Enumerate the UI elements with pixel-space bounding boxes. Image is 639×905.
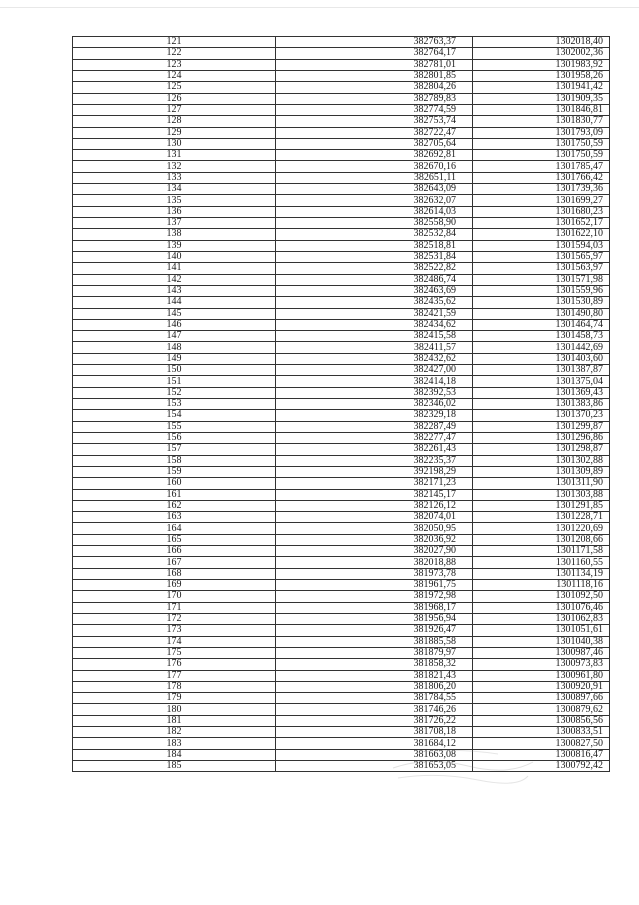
table-row	[73, 500, 610, 511]
y-coordinate-cell: 1301565,97	[473, 251, 610, 262]
x-coordinate-cell: 381926,47	[276, 625, 473, 636]
point-number-cell: 166	[73, 546, 276, 557]
y-coordinate-cell: 1301298,87	[473, 444, 610, 455]
table-row	[73, 240, 610, 251]
y-coordinate-cell: 1300897,66	[473, 693, 610, 704]
y-coordinate-cell: 1301442,69	[473, 342, 610, 353]
point-number-cell: 150	[73, 365, 276, 376]
table-row	[73, 376, 610, 387]
table-row	[73, 308, 610, 319]
y-coordinate-cell: 1302002,36	[473, 48, 610, 59]
point-number-cell: 138	[73, 229, 276, 240]
coordinates-table	[72, 36, 610, 772]
y-coordinate-cell: 1300827,50	[473, 738, 610, 749]
table-row	[73, 251, 610, 262]
table-row	[73, 534, 610, 545]
point-number-cell: 152	[73, 387, 276, 398]
y-coordinate-cell: 1301458,73	[473, 331, 610, 342]
y-coordinate-cell: 1301750,59	[473, 150, 610, 161]
y-coordinate-cell: 1301062,83	[473, 613, 610, 624]
point-number-cell: 158	[73, 455, 276, 466]
table-row	[73, 353, 610, 364]
x-coordinate-cell: 382050,95	[276, 523, 473, 534]
point-number-cell: 147	[73, 331, 276, 342]
point-number-cell: 146	[73, 319, 276, 330]
table-row	[73, 48, 610, 59]
x-coordinate-cell: 382346,02	[276, 399, 473, 410]
y-coordinate-cell: 1300792,42	[473, 761, 610, 772]
table-row	[73, 319, 610, 330]
table-row	[73, 297, 610, 308]
table-row	[73, 138, 610, 149]
point-number-cell: 172	[73, 613, 276, 624]
y-coordinate-cell: 1301228,71	[473, 512, 610, 523]
table-row	[73, 613, 610, 624]
y-coordinate-cell: 1300833,51	[473, 727, 610, 738]
table-row	[73, 704, 610, 715]
table-row	[73, 410, 610, 421]
table-row	[73, 365, 610, 376]
table-row	[73, 580, 610, 591]
point-number-cell: 180	[73, 704, 276, 715]
x-coordinate-cell: 382392,53	[276, 387, 473, 398]
y-coordinate-cell: 1301383,86	[473, 399, 610, 410]
point-number-cell: 169	[73, 580, 276, 591]
x-coordinate-cell: 382261,43	[276, 444, 473, 455]
table-row	[73, 715, 610, 726]
table-row	[73, 591, 610, 602]
x-coordinate-cell: 382329,18	[276, 410, 473, 421]
point-number-cell: 173	[73, 625, 276, 636]
y-coordinate-cell: 1301220,69	[473, 523, 610, 534]
point-number-cell: 183	[73, 738, 276, 749]
y-coordinate-cell: 1301464,74	[473, 319, 610, 330]
y-coordinate-cell: 1302018,40	[473, 37, 610, 48]
table-row	[73, 432, 610, 443]
y-coordinate-cell: 1301160,55	[473, 557, 610, 568]
x-coordinate-cell: 381684,12	[276, 738, 473, 749]
x-coordinate-cell: 382614,03	[276, 206, 473, 217]
x-coordinate-cell: 382532,84	[276, 229, 473, 240]
x-coordinate-cell: 382171,23	[276, 478, 473, 489]
x-coordinate-cell: 382427,00	[276, 365, 473, 376]
point-number-cell: 139	[73, 240, 276, 251]
point-number-cell: 182	[73, 727, 276, 738]
x-coordinate-cell: 382781,01	[276, 59, 473, 70]
x-coordinate-cell: 382287,49	[276, 421, 473, 432]
y-coordinate-cell: 1301563,97	[473, 263, 610, 274]
y-coordinate-cell: 1301369,43	[473, 387, 610, 398]
point-number-cell: 149	[73, 353, 276, 364]
table-row	[73, 681, 610, 692]
x-coordinate-cell: 382643,09	[276, 184, 473, 195]
point-number-cell: 181	[73, 715, 276, 726]
x-coordinate-cell: 382774,59	[276, 104, 473, 115]
point-number-cell: 168	[73, 568, 276, 579]
table-row	[73, 523, 610, 534]
point-number-cell: 156	[73, 432, 276, 443]
point-number-cell: 170	[73, 591, 276, 602]
x-coordinate-cell: 381961,75	[276, 580, 473, 591]
x-coordinate-cell: 382074,01	[276, 512, 473, 523]
scan-edge-line	[0, 7, 639, 8]
point-number-cell: 160	[73, 478, 276, 489]
table-row	[73, 37, 610, 48]
point-number-cell: 163	[73, 512, 276, 523]
table-row	[73, 466, 610, 477]
point-number-cell: 161	[73, 489, 276, 500]
point-number-cell: 141	[73, 263, 276, 274]
point-number-cell: 179	[73, 693, 276, 704]
x-coordinate-cell: 381968,17	[276, 602, 473, 613]
point-number-cell: 176	[73, 659, 276, 670]
x-coordinate-cell: 381663,08	[276, 749, 473, 760]
y-coordinate-cell: 1301739,36	[473, 184, 610, 195]
y-coordinate-cell: 1301040,38	[473, 636, 610, 647]
point-number-cell: 122	[73, 48, 276, 59]
y-coordinate-cell: 1301793,09	[473, 127, 610, 138]
y-coordinate-cell: 1301846,81	[473, 104, 610, 115]
x-coordinate-cell: 381858,32	[276, 659, 473, 670]
table-row	[73, 127, 610, 138]
y-coordinate-cell: 1300920,91	[473, 681, 610, 692]
y-coordinate-cell: 1301118,16	[473, 580, 610, 591]
y-coordinate-cell: 1301766,42	[473, 172, 610, 183]
table-row	[73, 602, 610, 613]
y-coordinate-cell: 1301051,61	[473, 625, 610, 636]
x-coordinate-cell: 382753,74	[276, 116, 473, 127]
table-row	[73, 670, 610, 681]
table-row	[73, 116, 610, 127]
table-row	[73, 285, 610, 296]
point-number-cell: 125	[73, 82, 276, 93]
table-row	[73, 331, 610, 342]
table-row	[73, 647, 610, 658]
table-row	[73, 421, 610, 432]
point-number-cell: 157	[73, 444, 276, 455]
point-number-cell: 128	[73, 116, 276, 127]
x-coordinate-cell: 382801,85	[276, 70, 473, 81]
y-coordinate-cell: 1301785,47	[473, 161, 610, 172]
y-coordinate-cell: 1301092,50	[473, 591, 610, 602]
table-row	[73, 557, 610, 568]
y-coordinate-cell: 1301171,58	[473, 546, 610, 557]
y-coordinate-cell: 1301622,10	[473, 229, 610, 240]
x-coordinate-cell: 382670,16	[276, 161, 473, 172]
y-coordinate-cell: 1301830,77	[473, 116, 610, 127]
y-coordinate-cell: 1301680,23	[473, 206, 610, 217]
x-coordinate-cell: 382763,37	[276, 37, 473, 48]
table-row	[73, 342, 610, 353]
point-number-cell: 174	[73, 636, 276, 647]
point-number-cell: 126	[73, 93, 276, 104]
point-number-cell: 178	[73, 681, 276, 692]
table-row	[73, 59, 610, 70]
y-coordinate-cell: 1301311,90	[473, 478, 610, 489]
y-coordinate-cell: 1301303,88	[473, 489, 610, 500]
point-number-cell: 165	[73, 534, 276, 545]
point-number-cell: 185	[73, 761, 276, 772]
y-coordinate-cell: 1301490,80	[473, 308, 610, 319]
faint-stamp-mark	[388, 738, 538, 798]
point-number-cell: 164	[73, 523, 276, 534]
table-row	[73, 150, 610, 161]
table-row	[73, 161, 610, 172]
point-number-cell: 171	[73, 602, 276, 613]
x-coordinate-cell: 382531,84	[276, 251, 473, 262]
y-coordinate-cell: 1301387,87	[473, 365, 610, 376]
y-coordinate-cell: 1301652,17	[473, 218, 610, 229]
point-number-cell: 137	[73, 218, 276, 229]
y-coordinate-cell: 1301208,66	[473, 534, 610, 545]
table-row	[73, 546, 610, 557]
table-row	[73, 399, 610, 410]
y-coordinate-cell: 1301299,87	[473, 421, 610, 432]
table-row	[73, 727, 610, 738]
point-number-cell: 155	[73, 421, 276, 432]
point-number-cell: 131	[73, 150, 276, 161]
point-number-cell: 127	[73, 104, 276, 115]
table-row	[73, 478, 610, 489]
y-coordinate-cell: 1301291,85	[473, 500, 610, 511]
point-number-cell: 129	[73, 127, 276, 138]
point-number-cell: 145	[73, 308, 276, 319]
x-coordinate-cell: 382558,90	[276, 218, 473, 229]
y-coordinate-cell: 1301594,03	[473, 240, 610, 251]
table-row	[73, 70, 610, 81]
x-coordinate-cell: 382414,18	[276, 376, 473, 387]
point-number-cell: 154	[73, 410, 276, 421]
x-coordinate-cell: 382764,17	[276, 48, 473, 59]
table-row	[73, 93, 610, 104]
point-number-cell: 136	[73, 206, 276, 217]
x-coordinate-cell: 381821,43	[276, 670, 473, 681]
table-row	[73, 82, 610, 93]
y-coordinate-cell: 1300961,80	[473, 670, 610, 681]
y-coordinate-cell: 1301134,19	[473, 568, 610, 579]
x-coordinate-cell: 382522,82	[276, 263, 473, 274]
x-coordinate-cell: 382415,58	[276, 331, 473, 342]
x-coordinate-cell: 381972,98	[276, 591, 473, 602]
x-coordinate-cell: 381746,26	[276, 704, 473, 715]
point-number-cell: 151	[73, 376, 276, 387]
x-coordinate-cell: 382705,64	[276, 138, 473, 149]
table-row	[73, 512, 610, 523]
x-coordinate-cell: 381784,55	[276, 693, 473, 704]
y-coordinate-cell: 1300856,56	[473, 715, 610, 726]
y-coordinate-cell: 1300987,46	[473, 647, 610, 658]
table-row	[73, 184, 610, 195]
table-row	[73, 263, 610, 274]
y-coordinate-cell: 1301750,59	[473, 138, 610, 149]
point-number-cell: 135	[73, 195, 276, 206]
point-number-cell: 132	[73, 161, 276, 172]
table-row	[73, 444, 610, 455]
x-coordinate-cell: 382145,17	[276, 489, 473, 500]
y-coordinate-cell: 1300879,62	[473, 704, 610, 715]
x-coordinate-cell: 382027,90	[276, 546, 473, 557]
table-row	[73, 195, 610, 206]
x-coordinate-cell: 382432,62	[276, 353, 473, 364]
table-row	[73, 568, 610, 579]
y-coordinate-cell: 1301370,23	[473, 410, 610, 421]
x-coordinate-cell: 382651,11	[276, 172, 473, 183]
x-coordinate-cell: 382804,26	[276, 82, 473, 93]
point-number-cell: 134	[73, 184, 276, 195]
table-row	[73, 206, 610, 217]
point-number-cell: 175	[73, 647, 276, 658]
x-coordinate-cell: 382692,81	[276, 150, 473, 161]
y-coordinate-cell: 1301909,35	[473, 93, 610, 104]
table-row	[73, 229, 610, 240]
x-coordinate-cell: 381973,78	[276, 568, 473, 579]
table-row	[73, 172, 610, 183]
table-row	[73, 659, 610, 670]
x-coordinate-cell: 381726,22	[276, 715, 473, 726]
x-coordinate-cell: 382789,83	[276, 93, 473, 104]
point-number-cell: 153	[73, 399, 276, 410]
y-coordinate-cell: 1300973,83	[473, 659, 610, 670]
table-row	[73, 636, 610, 647]
x-coordinate-cell: 382518,81	[276, 240, 473, 251]
point-number-cell: 123	[73, 59, 276, 70]
point-number-cell: 162	[73, 500, 276, 511]
y-coordinate-cell: 1301375,04	[473, 376, 610, 387]
table-row	[73, 625, 610, 636]
coordinates-table-body	[73, 37, 610, 772]
point-number-cell: 130	[73, 138, 276, 149]
point-number-cell: 121	[73, 37, 276, 48]
point-number-cell: 177	[73, 670, 276, 681]
x-coordinate-cell: 382421,59	[276, 308, 473, 319]
point-number-cell: 167	[73, 557, 276, 568]
table-row	[73, 104, 610, 115]
x-coordinate-cell: 382411,57	[276, 342, 473, 353]
point-number-cell: 144	[73, 297, 276, 308]
x-coordinate-cell: 382435,62	[276, 297, 473, 308]
x-coordinate-cell: 382018,88	[276, 557, 473, 568]
point-number-cell: 184	[73, 749, 276, 760]
x-coordinate-cell: 382632,07	[276, 195, 473, 206]
y-coordinate-cell: 1301530,89	[473, 297, 610, 308]
point-number-cell: 124	[73, 70, 276, 81]
table-row	[73, 387, 610, 398]
x-coordinate-cell: 382434,62	[276, 319, 473, 330]
x-coordinate-cell: 382036,92	[276, 534, 473, 545]
x-coordinate-cell: 381653,05	[276, 761, 473, 772]
y-coordinate-cell: 1301559,96	[473, 285, 610, 296]
y-coordinate-cell: 1301958,26	[473, 70, 610, 81]
x-coordinate-cell: 381956,94	[276, 613, 473, 624]
y-coordinate-cell: 1301309,89	[473, 466, 610, 477]
point-number-cell: 133	[73, 172, 276, 183]
point-number-cell: 148	[73, 342, 276, 353]
y-coordinate-cell: 1301983,92	[473, 59, 610, 70]
point-number-cell: 142	[73, 274, 276, 285]
y-coordinate-cell: 1301571,98	[473, 274, 610, 285]
x-coordinate-cell: 381806,20	[276, 681, 473, 692]
point-number-cell: 143	[73, 285, 276, 296]
y-coordinate-cell: 1301403,60	[473, 353, 610, 364]
y-coordinate-cell: 1301941,42	[473, 82, 610, 93]
table-row	[73, 274, 610, 285]
point-number-cell: 159	[73, 466, 276, 477]
x-coordinate-cell: 381885,58	[276, 636, 473, 647]
table-row	[73, 218, 610, 229]
x-coordinate-cell: 381879,97	[276, 647, 473, 658]
x-coordinate-cell: 382463,69	[276, 285, 473, 296]
x-coordinate-cell: 382486,74	[276, 274, 473, 285]
y-coordinate-cell: 1301302,88	[473, 455, 610, 466]
x-coordinate-cell: 392198,29	[276, 466, 473, 477]
y-coordinate-cell: 1301076,46	[473, 602, 610, 613]
x-coordinate-cell: 382277,47	[276, 432, 473, 443]
y-coordinate-cell: 1301699,27	[473, 195, 610, 206]
x-coordinate-cell: 381708,18	[276, 727, 473, 738]
table-row	[73, 455, 610, 466]
y-coordinate-cell: 1300816,47	[473, 749, 610, 760]
table-row	[73, 693, 610, 704]
y-coordinate-cell: 1301296,86	[473, 432, 610, 443]
point-number-cell: 140	[73, 251, 276, 262]
x-coordinate-cell: 382126,12	[276, 500, 473, 511]
table-row	[73, 489, 610, 500]
x-coordinate-cell: 382722,47	[276, 127, 473, 138]
x-coordinate-cell: 382235,37	[276, 455, 473, 466]
